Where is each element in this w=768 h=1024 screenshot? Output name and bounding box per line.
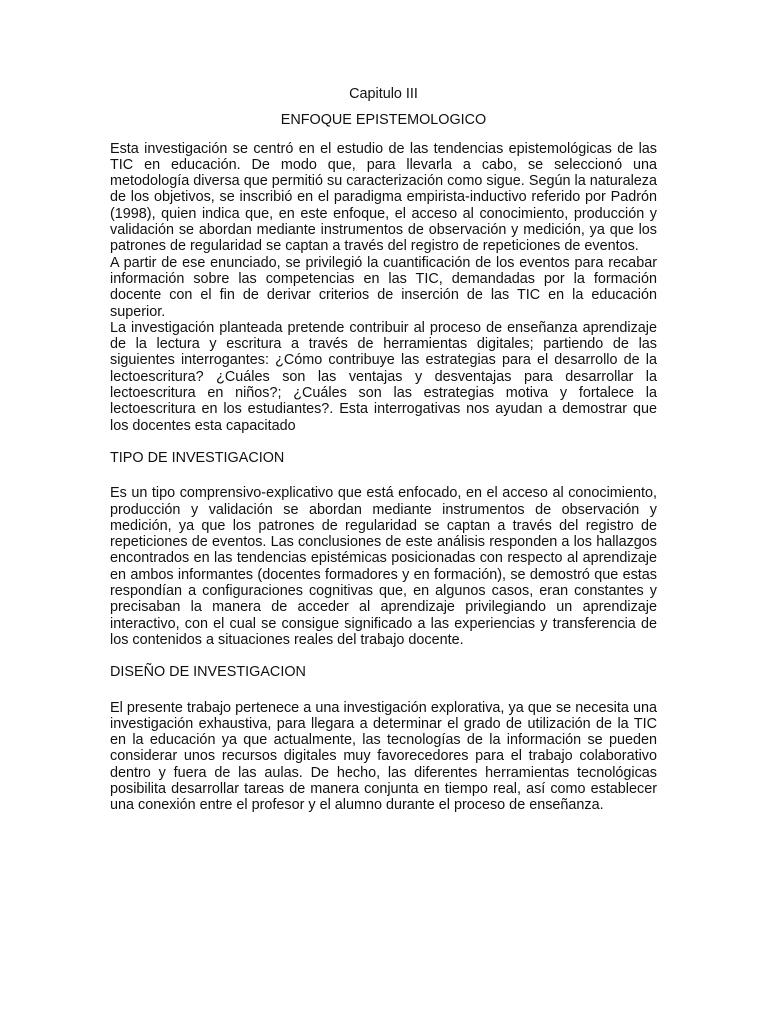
section-body-diseno: El presente trabajo pertenece a una investigación explorativa, ya que se necesita una investigación exhaustiva, para llegara a determinar el grado de utilización de la TIC en la educación ya que actualmente, las tecnologías de la información se pueden considerar unos recursos digitales muy favorecedores para el trabajo colaborativo dentro y fuera de las aulas. De hecho, las diferentes herramientas tecnológicas posibilita desarrollar tareas de manera conjunta en tiempo real, así como establecer una conexión entre el profesor y el alumno durante el proceso de enseñanza. (110, 699, 657, 814)
intro-paragraph-3: La investigación planteada pretende contribuir al proceso de enseñanza aprendizaje de la lectura y escritura a través de herramientas digitales; partiendo de las siguientes interrogantes: ¿Cómo contribuye las estrategias para el desarrollo de la lectoescritura? ¿Cuáles son las ventajas y desventajas para desarrollar la lectoescritura en niños?; ¿Cuáles son las estrategias motiva y fortalece la lectoescritura en los estudiantes?. Esta interrogativas nos ayudan a demostrar que los docentes esta capacitado (110, 319, 657, 434)
intro-paragraph-2: A partir de ese enunciado, se privilegió la cuantificación de los eventos para recabar información sobre las competencias en las TIC, demandadas por la formación docente con el fin de derivar criterios de inserción de las TIC en la educación superior. (110, 254, 657, 320)
section-body-tipo: Es un tipo comprensivo-explicativo que está enfocado, en el acceso al conocimiento, producción y validación se abordan mediante instrumentos de observación y medición, ya que los patrones de regularidad se captan a través del registro de repeticiones de eventos. Las conclusiones de este análisis responden a los hallazgos encontrados en las tendencias epistémicas posicionadas con respecto al aprendizaje en ambos informantes (docentes formadores y en formación), se demostró que estas respondían a configuraciones cognitivas que, en algunos casos, eran constantes y precisaban la manera de acceder al aprendizaje privilegiando un aprendizaje interactivo, con el cual se consigue significado a las experiencias y transferencia de los contenidos a situaciones reales del trabajo docente. (110, 485, 657, 648)
chapter-label: Capitulo III (349, 86, 418, 102)
intro-paragraph-1: Esta investigación se centró en el estudio de las tendencias epistemológicas de las TIC en educación. De modo que, para llevarla a cabo, se seleccionó una metodología diversa que permitió su caracterización como sigue. Según la naturaleza de los objetivos, se inscribió en el paradigma empirista-inductivo referido por Padrón (1998), quien indica que, en este enfoque, el acceso al conocimiento, producción y validación se abordan mediante instrumentos de observación y medición, ya que los patrones de regularidad se captan a través del registro de repeticiones de eventos. (110, 140, 657, 255)
section-heading-diseno: DISEÑO DE INVESTIGACION (110, 664, 306, 681)
document-page (110, 86, 657, 814)
chapter-title: ENFOQUE EPISTEMOLOGICO (280, 112, 487, 129)
section-heading-tipo: TIPO DE INVESTIGACION (110, 449, 285, 466)
